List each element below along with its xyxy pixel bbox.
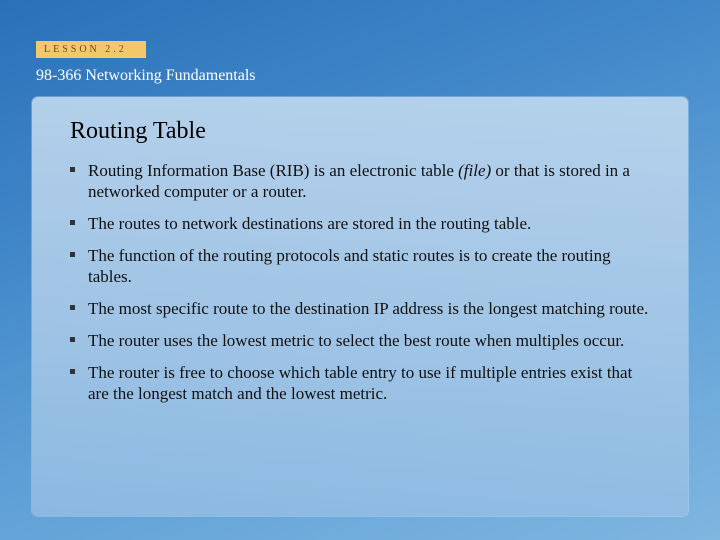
slide-title: Routing Table [70, 118, 206, 144]
square-bullet-icon [70, 220, 75, 225]
course-title: 98-366 Networking Fundamentals [36, 67, 256, 84]
bullet-text-post: or that is stored in a networked computer or a router. [88, 161, 630, 201]
bullet-text-pre: Routing Information Base (RIB) is an electronic table [88, 161, 459, 180]
bullet-item [70, 160, 650, 202]
square-bullet-icon [70, 337, 75, 342]
bullet-text: The routes to network destinations are stored in the routing table. [88, 214, 532, 233]
bullet-text: The router uses the lowest metric to select the best route when multiples occur. [88, 331, 625, 350]
square-bullet-icon [70, 252, 75, 257]
bullet-item [70, 298, 650, 319]
square-bullet-icon [70, 167, 75, 172]
bullet-text: The function of the routing protocols and static routes is to create the routing tables. [88, 246, 611, 286]
square-bullet-icon [70, 305, 75, 310]
bullet-item [70, 245, 650, 287]
bullet-text: The router is free to choose which table entry to use if multiple entries exist that are the longest match and the lowest metric. [88, 363, 633, 403]
bullet-list [70, 160, 650, 415]
bullet-text-emphasis: (file) [458, 161, 492, 180]
bullet-item [70, 330, 650, 351]
bullet-item [70, 362, 650, 404]
bullet-text: The most specific route to the destination IP address is the longest matching route. [88, 299, 649, 318]
bullet-item [70, 213, 650, 234]
lesson-badge: LESSON 2.2 [36, 41, 146, 58]
square-bullet-icon [70, 369, 75, 374]
